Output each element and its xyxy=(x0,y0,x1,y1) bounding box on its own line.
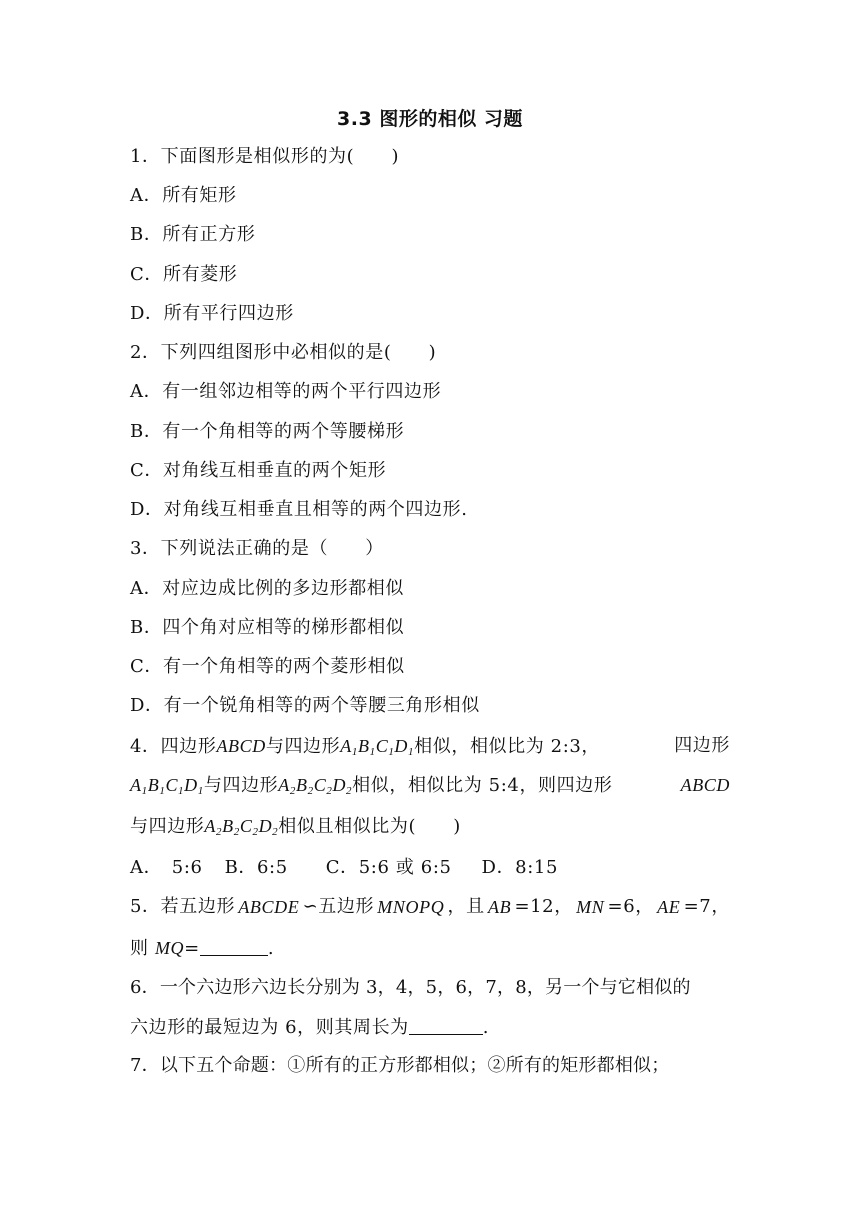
q2-option-a: A．有一组邻边相等的两个平行四边形 xyxy=(130,381,442,402)
q3-option-b: B．四个角对应相等的梯形都相似 xyxy=(130,617,405,638)
q4-options xyxy=(130,857,558,879)
q1-option-a: A．所有矩形 xyxy=(130,185,237,206)
q1-option-d: D．所有平行四边形 xyxy=(130,303,294,324)
q3-option-c: C．有一个角相等的两个菱形相似 xyxy=(130,656,405,677)
q3-stem: 3．下列说法正确的是（ ） xyxy=(130,538,384,559)
q1-option-b: B．所有正方形 xyxy=(130,224,256,245)
q4-option-d: D．8:15 xyxy=(481,857,558,878)
q3-option-d: D．有一个锐角相等的两个等腰三角形相似 xyxy=(130,695,480,716)
quad-abcd: ABCD xyxy=(216,736,266,756)
q3-option-a: A．对应边成比例的多边形都相似 xyxy=(130,578,404,599)
q6-answer-blank xyxy=(409,1016,483,1035)
q2-stem: 2．下列四组图形中必相似的是( ) xyxy=(130,342,437,363)
q4-line-3: 与四边形$A_2B_2C_2D_2$相似且相似比为( ) xyxy=(130,816,461,838)
q1-stem: 1．下面图形是相似形的为( ) xyxy=(130,146,400,167)
quad-a1b1c1d1: $A_1B_1C_1D_1$ xyxy=(130,775,204,797)
page-title: 3.3 图形的相似 习题 xyxy=(337,108,523,130)
q5-line-1: 5．若五边形 ABCDE ∽五边形 MNOPQ ，且 AB =12， MN =6， AE =7， xyxy=(130,896,730,917)
quad-abcd: ABCD xyxy=(680,775,730,795)
q5-line-2: 则 MQ= . xyxy=(130,938,275,959)
q4-line-1: 4．四边形ABCD与四边形$A_1B_1C_1D_1$相似，相似比为 2:3， 四边形 xyxy=(130,735,730,758)
q7-line-1: 7．以下五个命题：①所有的正方形都相似；②所有的矩形都相似； xyxy=(130,1055,670,1076)
quad-a1b1c1d1: $A_1B_1C_1D_1$ xyxy=(340,736,415,758)
q2-option-c: C．对角线互相垂直的两个矩形 xyxy=(130,460,387,481)
q5-answer-blank xyxy=(200,937,268,956)
q6-line-2: 六边形的最短边为 6，则其周长为 . xyxy=(130,1017,490,1038)
q2-option-b: B．有一个角相等的两个等腰梯形 xyxy=(130,421,405,442)
q4-option-a: A． 5:6 xyxy=(130,857,203,878)
q1-option-c: C．所有菱形 xyxy=(130,264,238,285)
q4-option-c: C．5:6 或 6:5 xyxy=(325,857,452,878)
q6-line-1: 6．一个六边形六边长分别为 3，4，5，6，7，8，另一个与它相似的 xyxy=(130,977,691,998)
quad-a2b2c2d2: $A_2B_2C_2D_2$ xyxy=(278,775,353,797)
quad-a2b2c2d2: $A_2B_2C_2D_2$ xyxy=(204,816,279,838)
q2-option-d: D．对角线互相垂直且相等的两个四边形. xyxy=(130,499,468,520)
q4-option-b: B．6:5 xyxy=(224,857,288,878)
q4-line-2: $A_1B_1C_1D_1$与四边形$A_2B_2C_2D_2$相似，相似比为 5:4，则四边形 ABCD xyxy=(130,775,730,797)
